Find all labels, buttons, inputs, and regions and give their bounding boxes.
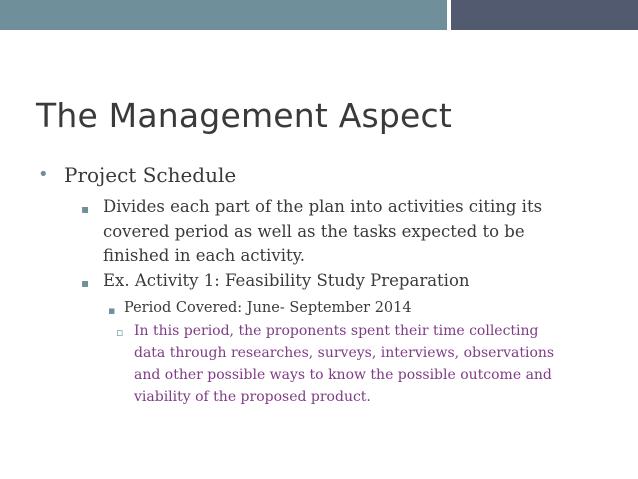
bullet-level2-line: Divides each part of the plan into activities citing its [103, 197, 543, 216]
bullet-level4-line: data through researches, surveys, interviews, observations [134, 345, 555, 361]
bullet-level4-line: viability of the proposed product. [134, 389, 371, 405]
bullet-icon: ▪ [81, 202, 90, 216]
bullet-icon: ▫ [116, 326, 124, 339]
bullet-icon: • [38, 164, 49, 185]
bullet-icon: ▪ [108, 304, 116, 317]
bullet-level4-line: and other possible ways to know the possible outcome and [134, 367, 552, 383]
bullet-level1: Project Schedule [64, 163, 237, 187]
bullet-level4-line: In this period, the proponents spent their time collecting [134, 323, 539, 339]
bullet-icon: ▪ [81, 276, 90, 290]
bullet-level3: Period Covered: June- September 2014 [124, 300, 412, 316]
bullet-level2-line: finished in each activity. [103, 246, 306, 265]
slide-title: The Management Aspect [36, 96, 453, 135]
bullet-level2: Ex. Activity 1: Feasibility Study Preparation [103, 271, 470, 290]
bullet-level2-line: covered period as well as the tasks expected to be [103, 222, 525, 241]
